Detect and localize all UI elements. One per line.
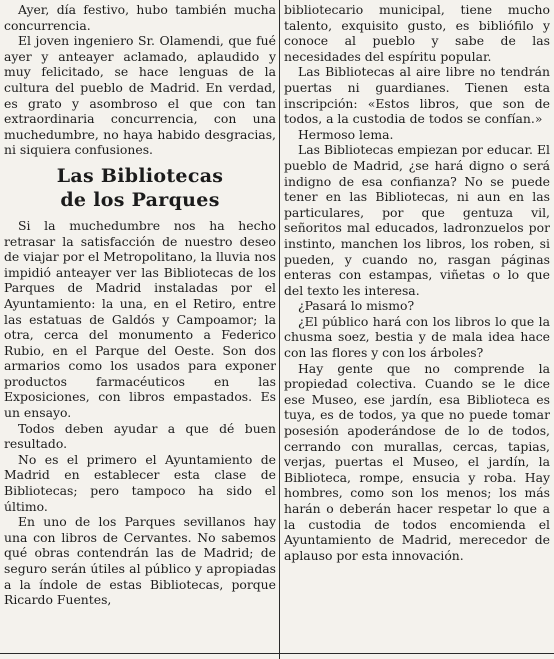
body-paragraph: Si la muchedumbre nos ha hecho retrasar la satisfacción de nuestro deseo de viajar por el Metropolitano, la lluvia nos impidió anteayer ver las Bibliotecas de los Parques de Madrid instaladas por el Ayuntamiento: la una, en el Retiro, entre las estatuas de Galdós y Campoamor; la otra, cerca del monumento a Federico Rubio, en el Parque del Oeste. Son dos armarios como los usados para exponer productos farmacéuticos en las Exposiciones, con libros empastados. Es un ensayo. (4, 217, 276, 421)
body-paragraph: ¿Pasará lo mismo? (298, 298, 415, 314)
body-paragraph: Las Bibliotecas al aire libre no tendrán puertas ni guardianes. Tienen esta inscripción: «Estos libros, que son de todos, a la custodia de todos se confían.» (284, 64, 550, 127)
heading-line-1: Las Bibliotecas (56, 164, 224, 187)
body-paragraph: No es el primero el Ayuntamiento de Madrid en establecer esta clase de Bibliotecas; pero tampoco ha sido el último. (4, 451, 276, 514)
body-paragraph: bibliotecario municipal, tiene mucho talento, exquisito gusto, es bibliófilo y conoce al pueblo y sabe de las necesidades del espíritu popular. (284, 2, 550, 64)
right-column (284, 0, 550, 659)
body-paragraph: Todos deben ayudar a que dé buen resultado. (4, 420, 276, 452)
bottom-rule (0, 653, 554, 657)
article-heading (4, 164, 276, 212)
column-divider (279, 0, 280, 659)
heading-line-2: de los Parques (60, 188, 220, 211)
intro-paragraph: Ayer, día festivo, hubo también mucha concurrencia. (4, 2, 276, 33)
left-column (4, 0, 276, 659)
body-paragraph: ¿El público hará con los libros lo que la chusma soez, bestia y de mala idea hace con las flores y con los árboles? (284, 313, 550, 361)
body-paragraph: Las Bibliotecas empiezan por educar. El pueblo de Madrid, ¿se hará digno o será indigno de esa confianza? No se puede tener en las Bibliotecas, ni aun en las particulares, por que gentuza vil, señoritos mal educados, ladronzuelos por instinto, manchen los libros, los roben, si pueden, y cuando no, rasgan páginas enteras con estampas, viñetas o lo que del texto les interesa. (284, 142, 550, 298)
body-paragraph: Hay gente que no comprende la propiedad colectiva. Cuando se le dice ese Museo, ese jardín, esa Biblioteca es tuya, es de todos, ya que no puede tomar posesión apoderándose de lo de todos, cerrando con murallas, cercas, tapias, verjas, puertas el Museo, el jardín, la Biblioteca, rompe, ensucia y roba. Hay hombres, como son los menos; los más harán o deberán hacer respetar lo que a la custodia de todos encomienda el Ayuntamiento de Madrid, merecedor de aplauso por esta innovación. (284, 360, 550, 563)
body-paragraph: Hermoso lema. (298, 126, 394, 142)
intro-paragraph: El joven ingeniero Sr. Olamendi, que fué ayer y anteayer aclamado, aplaudido y muy felicitado, se hace lenguas de la cultura del pueblo de Madrid. En verdad, es grato y asombroso el que con tan extraordinaria concurrencia, con una muchedumbre, no haya habido desgracias, ni siquiera confusiones. (4, 33, 276, 158)
body-paragraph: En uno de los Parques sevillanos hay una con libros de Cervantes. No sabemos qué obras contendrán las de Madrid; de seguro serán útiles al público y apropiadas a la índole de estas Bibliotecas, porque Ricardo Fuentes, (4, 514, 276, 608)
